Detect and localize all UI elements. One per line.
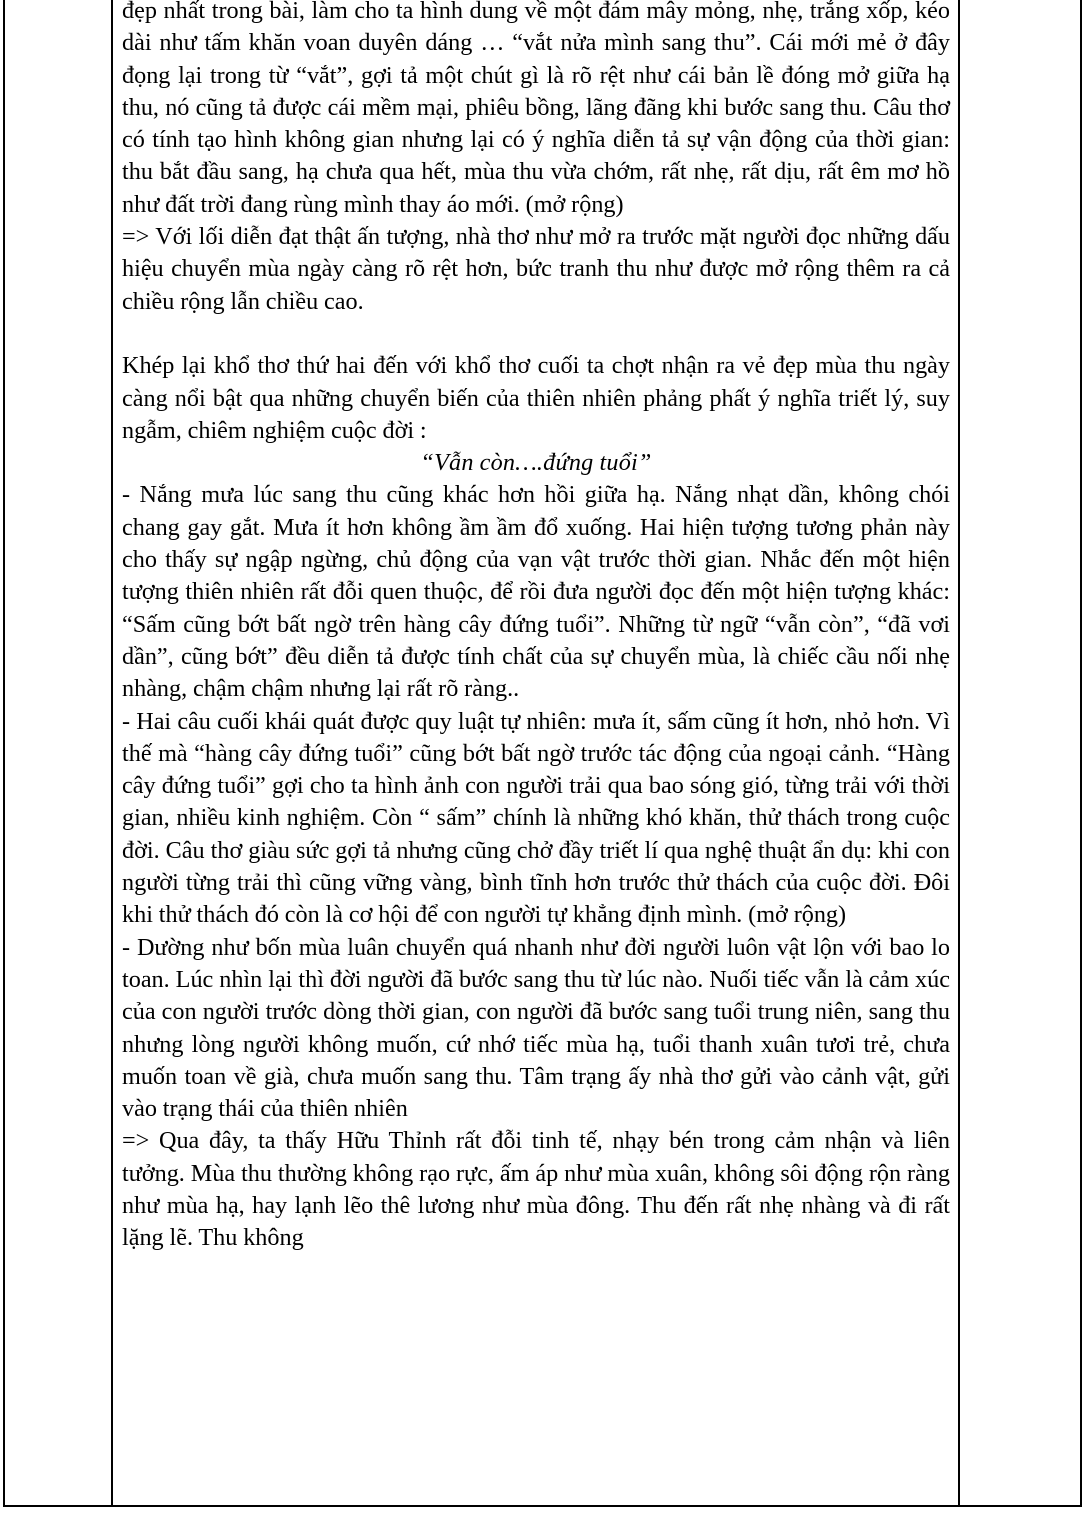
- paragraph-p2: => Với lối diễn đạt thật ấn tượng, nhà thơ như mở ra trước mặt người đọc những dấu hiệu chuyển mùa ngày càng rõ rệt hơn, bức tranh thu như được mở rộng thêm ra cả chiều rộng lẫn chiều cao.: [122, 223, 950, 315]
- right-margin-column: [960, 0, 1080, 1505]
- left-margin-column: [5, 0, 113, 1505]
- paragraph-p3: Khép lại khổ thơ thứ hai đến với khổ thơ cuối ta chợt nhận ra vẻ đẹp mùa thu ngày càng nổi bật qua những chuyển biến của thiên nhiên phảng phất ý nghĩa triết lý, suy ngẫm, chiêm nghiệm cuộc đời :: [122, 352, 950, 444]
- paragraph-p1: đẹp nhất trong bài, làm cho ta hình dung về một đám mây mỏng, nhẹ, trắng xốp, kéo dài như tấm khăn voan duyên dáng … “vắt nửa mình sang thu”. Cái mới mẻ ở đây đọng lại trong từ “vắt”, gợi tả một chút gì là rõ rệt như cái bản lề đóng mở giữa hạ thu, nó cũng tả được cái mềm mại, phiêu bồng, lãng đãng khi bước sang thu. Câu thơ có tính tạo hình không gian nhưng lại có ý nghĩa diễn tả sự vận động của thời gian: thu bắt đầu sang, hạ chưa qua hết, mùa thu vừa chớm, rất nhẹ, rất dịu, rất êm mơ hồ như đất trời đang rùng mình thay áo mới. (mở rộng): [122, 0, 950, 218]
- main-text-column: [113, 0, 960, 1505]
- main-text-body: [122, 0, 950, 1255]
- paragraph-p5: - Hai câu cuối khái quát được quy luật tự nhiên: mưa ít, sấm cũng ít hơn, nhỏ hơn. Vì thế mà “hàng cây đứng tuổi” cũng bớt bất ngờ trước tác động của ngoại cảnh. “Hàng cây đứng tuổi” gợi cho ta hình ảnh con người trải qua bao sóng gió, từng trải với thời gian, nhiều kinh nghiệm. Còn “ sấm” chính là những khó khăn, thử thách trong cuộc đời. Câu thơ giàu sức gợi tả nhưng cũng chở đầy triết lí qua nghệ thuật ẩn dụ: khi con người từng trải thì cũng vững vàng, bình tĩnh hơn trước thử thách của cuộc đời. Đôi khi thử thách đó còn là cơ hội để con người tự khẳng định mình. (mở rộng): [122, 707, 950, 929]
- blank-line-separator: [122, 318, 950, 350]
- poem-quote-line: “Vẫn còn….đứng tuổi”: [420, 449, 652, 477]
- document-table: [3, 0, 1082, 1507]
- paragraph-p7: => Qua đây, ta thấy Hữu Thỉnh rất đỗi tinh tế, nhạy bén trong cảm nhận và liên tưởng. Mùa thu thường không rạo rực, ấm áp như mùa xuân, không sôi động rộn ràng như mùa hạ, hay lạnh lẽo thê lương như mùa đông. Thu đến rất nhẹ nhàng và đi rất lặng lẽ. Thu không: [122, 1127, 950, 1252]
- paragraph-p4: - Nắng mưa lúc sang thu cũng khác hơn hồi giữa hạ. Nắng nhạt dần, không chói chang gay gắt. Mưa ít hơn không ầm ầm đổ xuống. Hai hiện tượng tương phản này cho thấy sự ngập ngừng, chủ động của vạn vật trước thời gian. Nhắc đến một hiện tượng thiên nhiên rất đỗi quen thuộc, để rồi đưa người đọc đến một hiện tượng khác: “Sấm cũng bớt bất ngờ trên hàng cây đứng tuổi”. Những từ ngữ “vẫn còn”, “đã vơi dần”, cũng bớt” đều diễn tả được tính chất của sự chuyển mùa, là chiếc cầu nối nhẹ nhàng, chậm chậm nhưng lại rất rõ ràng..: [122, 481, 950, 703]
- paragraph-p6: - Dường như bốn mùa luân chuyển quá nhanh như đời người luôn vật lộn với bao lo toan. Lúc nhìn lại thì đời người đã bước sang thu từ lúc nào. Nuối tiếc vẫn là cảm xúc của con người trước dòng thời gian, con người đã bước sang tuổi trung niên, sang thu nhưng lòng người không muốn, cứ nhớ tiếc mùa hạ, tuổi thanh xuân tươi trẻ, chưa muốn toan về già, chưa muốn sang thu. Tâm trạng ấy nhà thơ gửi vào cảnh vật, gửi vào trạng thái của thiên nhiên: [122, 933, 950, 1123]
